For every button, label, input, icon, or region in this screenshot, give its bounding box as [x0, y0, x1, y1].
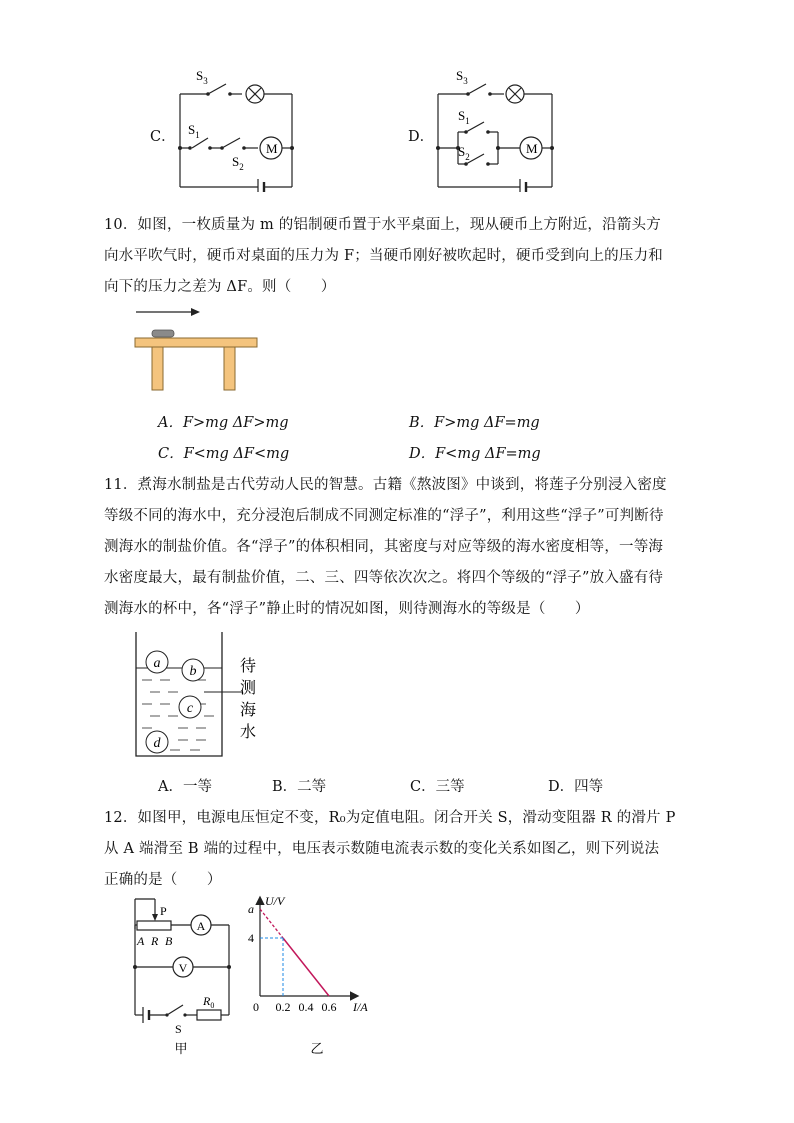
slider-p-label: P	[160, 904, 167, 918]
q10-option-c[interactable]: C．F<mg ΔF<mg	[158, 446, 290, 462]
tick-y-4: 4	[248, 931, 254, 945]
tick-x-0: 0	[253, 1000, 259, 1014]
q9-c-s2: $S_2$	[232, 154, 244, 172]
tick-x-04: 0.4	[298, 1000, 314, 1014]
q9-c-s3: $S_3$	[196, 68, 208, 86]
q10-option-b[interactable]: B．F>mg ΔF=mg	[409, 415, 540, 431]
q11-cup-figure	[130, 628, 280, 763]
caption-jia: 甲	[174, 1041, 188, 1056]
q9-option-d	[408, 62, 568, 192]
float-b-label: b	[189, 664, 197, 679]
q12-line-3: 正确的是（ ）	[104, 872, 222, 888]
q9-c-s1: $S_1$	[188, 122, 200, 140]
q11-option-a[interactable]: A．一等	[158, 779, 212, 795]
q11-option-c[interactable]: C．三等	[410, 779, 465, 795]
q11-option-b[interactable]: B．二等	[272, 779, 327, 795]
table-top	[135, 338, 257, 347]
table-leg-left	[152, 347, 163, 390]
tick-x-06: 0.6	[321, 1000, 337, 1014]
q9-c-motor: M	[266, 141, 278, 156]
q9-d-letter: D．	[408, 129, 435, 145]
q11-line-4: 水密度最大，最有制盐价值，二、三、四等依次次之。将四个等级的“浮子”放入盛有待	[104, 570, 664, 586]
q9-d-s1: $S_1$	[458, 108, 470, 126]
float-a-label: a	[153, 656, 161, 671]
extrapolated-dashed-line	[260, 909, 283, 938]
caption-yi: 乙	[310, 1041, 324, 1056]
q11-line-5: 测海水的杯中，各“浮子”静止时的情况如图，则待测海水的等级是（ ）	[104, 601, 590, 617]
q12-graph-figure	[245, 893, 380, 1063]
rheostat-b-label: B	[165, 934, 173, 948]
q10-option-a[interactable]: A．F>mg ΔF>mg	[158, 415, 289, 431]
r0-label: $R_0$	[203, 994, 215, 1010]
coin	[152, 330, 174, 337]
ammeter-label: A	[196, 919, 206, 933]
q9-c-letter: C．	[150, 129, 176, 145]
series-line	[283, 938, 329, 996]
tick-x-02: 0.2	[275, 1000, 291, 1014]
rheostat-a-label: A	[137, 934, 145, 948]
q9-option-c	[150, 62, 310, 192]
q12-line-2: 从 A 端滑至 B 端的过程中，电压表示数随电流表示数的变化关系如图乙，则下列说法	[104, 841, 660, 857]
q11-option-d[interactable]: D．四等	[548, 779, 604, 795]
q10-line-1: 10．如图，一枚质量为 m 的铝制硬币置于水平桌面上，现从硬币上方附近，沿箭头方	[104, 217, 661, 233]
side-label-3: 海	[239, 702, 257, 719]
table-leg-right	[224, 347, 235, 390]
voltmeter-label: V	[178, 961, 188, 975]
q9-d-circuit	[432, 62, 572, 192]
q10-line-3: 向下的压力之差为 ΔF。则（ ）	[104, 279, 336, 295]
q9-d-s3: $S_3$	[456, 68, 468, 86]
q11-line-3: 测海水的制盐价值。各“浮子”的体积相同，其密度与对应等级的海水密度相等，一等海	[104, 539, 664, 555]
arrow-icon	[136, 308, 200, 316]
q9-d-s2: $S_2$	[458, 144, 470, 162]
q10-line-2: 向水平吹气时，硬币对桌面的压力为 F；当硬币刚好被吹起时，硬币受到向上的压力和	[104, 248, 663, 264]
q10-option-d[interactable]: D．F<mg ΔF=mg	[409, 446, 541, 462]
side-label-2: 测	[239, 680, 257, 697]
graph-ylabel: U/V	[265, 894, 285, 908]
q9-c-circuit	[170, 62, 310, 192]
q9-d-motor: M	[526, 141, 538, 156]
switch-s-label: S	[175, 1022, 182, 1036]
q10-table-figure	[130, 300, 265, 395]
q11-line-2: 等级不同的海水中，充分浸泡后制成不同测定标准的“浮子”，利用这些“浮子”可判断待	[104, 508, 664, 524]
graph-xlabel: I/A	[353, 1000, 368, 1014]
q12-line-1: 12．如图甲，电源电压恒定不变，R₀为定值电阻。闭合开关 S，滑动变阻器 R 的滑片 P	[104, 810, 676, 826]
side-label-4: 水	[239, 724, 257, 741]
float-d-label: d	[153, 736, 161, 751]
rheostat-r-label: R	[151, 934, 159, 948]
q12-circuit-figure	[125, 893, 240, 1063]
side-label-1: 待	[239, 658, 257, 675]
float-c-label: c	[186, 701, 194, 716]
tick-y-a: a	[248, 902, 254, 916]
q11-line-1: 11．煮海水制盐是古代劳动人民的智慧。古籍《熬波图》中谈到，将莲子分别浸入密度	[104, 477, 667, 493]
